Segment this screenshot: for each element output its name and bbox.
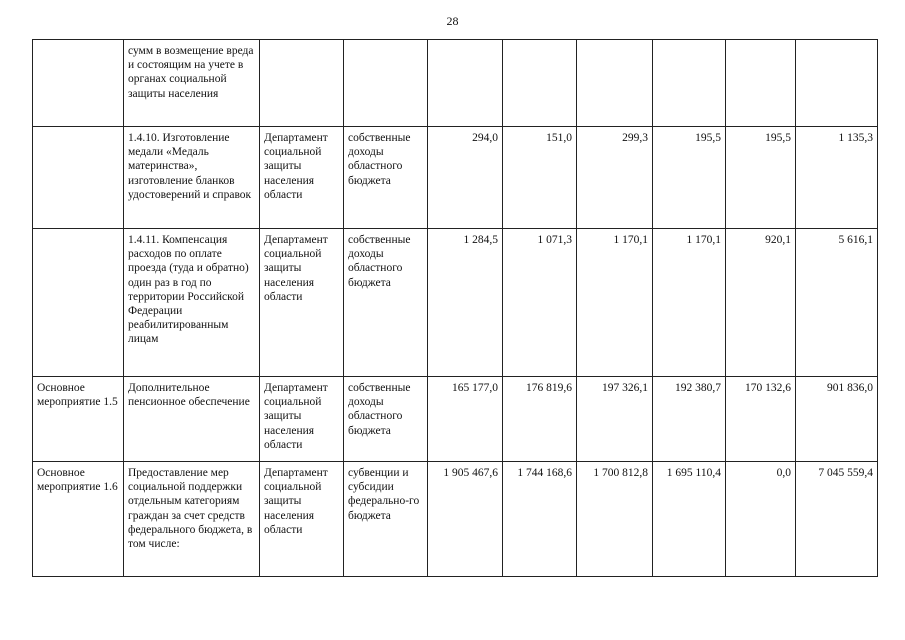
- funding-source-cell: собственные доходы областного бюджета: [344, 377, 428, 462]
- value-cell: [726, 40, 796, 127]
- value-cell: [577, 40, 653, 127]
- total-value-cell: 901 836,0: [796, 377, 878, 462]
- budget-table: [32, 39, 878, 577]
- measure-title-cell: 1.4.11. Компенсация расходов по оплате проезда (туда и обратно) один раз в год по территории Российской Федерации реабилитированным лицам: [124, 229, 260, 377]
- value-cell: 197 326,1: [577, 377, 653, 462]
- measure-title-cell: 1.4.10. Изготовление медали «Медаль материнства», изготовление бланков удостоверений и справок: [124, 127, 260, 229]
- total-value-cell: 7 045 559,4: [796, 462, 878, 577]
- value-cell: 1 170,1: [577, 229, 653, 377]
- value-cell: [428, 40, 503, 127]
- funding-source-cell: [344, 40, 428, 127]
- total-value-cell: 5 616,1: [796, 229, 878, 377]
- value-cell: 1 284,5: [428, 229, 503, 377]
- funding-source-cell: собственные доходы областного бюджета: [344, 127, 428, 229]
- executor-cell: Департамент социальной защиты населения области: [260, 462, 344, 577]
- value-cell: [653, 40, 726, 127]
- value-cell: 920,1: [726, 229, 796, 377]
- page-number: 28: [446, 14, 459, 28]
- value-cell: 192 380,7: [653, 377, 726, 462]
- executor-cell: Департамент социальной защиты населения области: [260, 377, 344, 462]
- table-row: [33, 127, 878, 229]
- measure-code-cell: Основное мероприятие 1.6: [33, 462, 124, 577]
- value-cell: 195,5: [726, 127, 796, 229]
- executor-cell: Департамент социальной защиты населения области: [260, 127, 344, 229]
- measure-code-cell: [33, 127, 124, 229]
- measure-code-cell: [33, 40, 124, 127]
- value-cell: 1 905 467,6: [428, 462, 503, 577]
- total-value-cell: 1 135,3: [796, 127, 878, 229]
- executor-cell: Департамент социальной защиты населения области: [260, 229, 344, 377]
- value-cell: 0,0: [726, 462, 796, 577]
- value-cell: 299,3: [577, 127, 653, 229]
- value-cell: 165 177,0: [428, 377, 503, 462]
- table-row: [33, 229, 878, 377]
- value-cell: 1 695 110,4: [653, 462, 726, 577]
- measure-code-cell: [33, 229, 124, 377]
- value-cell: 195,5: [653, 127, 726, 229]
- measure-title-cell: Дополнительное пенсионное обеспечение: [124, 377, 260, 462]
- measure-title-cell: Предоставление мер социальной поддержки отдельным категориям граждан за счет средств федерального бюджета, в том числе:: [124, 462, 260, 577]
- value-cell: 170 132,6: [726, 377, 796, 462]
- total-value-cell: [796, 40, 878, 127]
- table-row: [33, 462, 878, 577]
- value-cell: 1 744 168,6: [503, 462, 577, 577]
- measure-title-cell: сумм в возмещение вреда и состоящим на учете в органах социальной защиты населения: [124, 40, 260, 127]
- funding-source-cell: субвенции и субсидии федерально-го бюджета: [344, 462, 428, 577]
- table-row: [33, 40, 878, 127]
- table-row: [33, 377, 878, 462]
- executor-cell: [260, 40, 344, 127]
- funding-source-cell: собственные доходы областного бюджета: [344, 229, 428, 377]
- value-cell: 151,0: [503, 127, 577, 229]
- measure-code-cell: Основное мероприятие 1.5: [33, 377, 124, 462]
- value-cell: 1 170,1: [653, 229, 726, 377]
- value-cell: 1 071,3: [503, 229, 577, 377]
- value-cell: 1 700 812,8: [577, 462, 653, 577]
- value-cell: 294,0: [428, 127, 503, 229]
- value-cell: [503, 40, 577, 127]
- value-cell: 176 819,6: [503, 377, 577, 462]
